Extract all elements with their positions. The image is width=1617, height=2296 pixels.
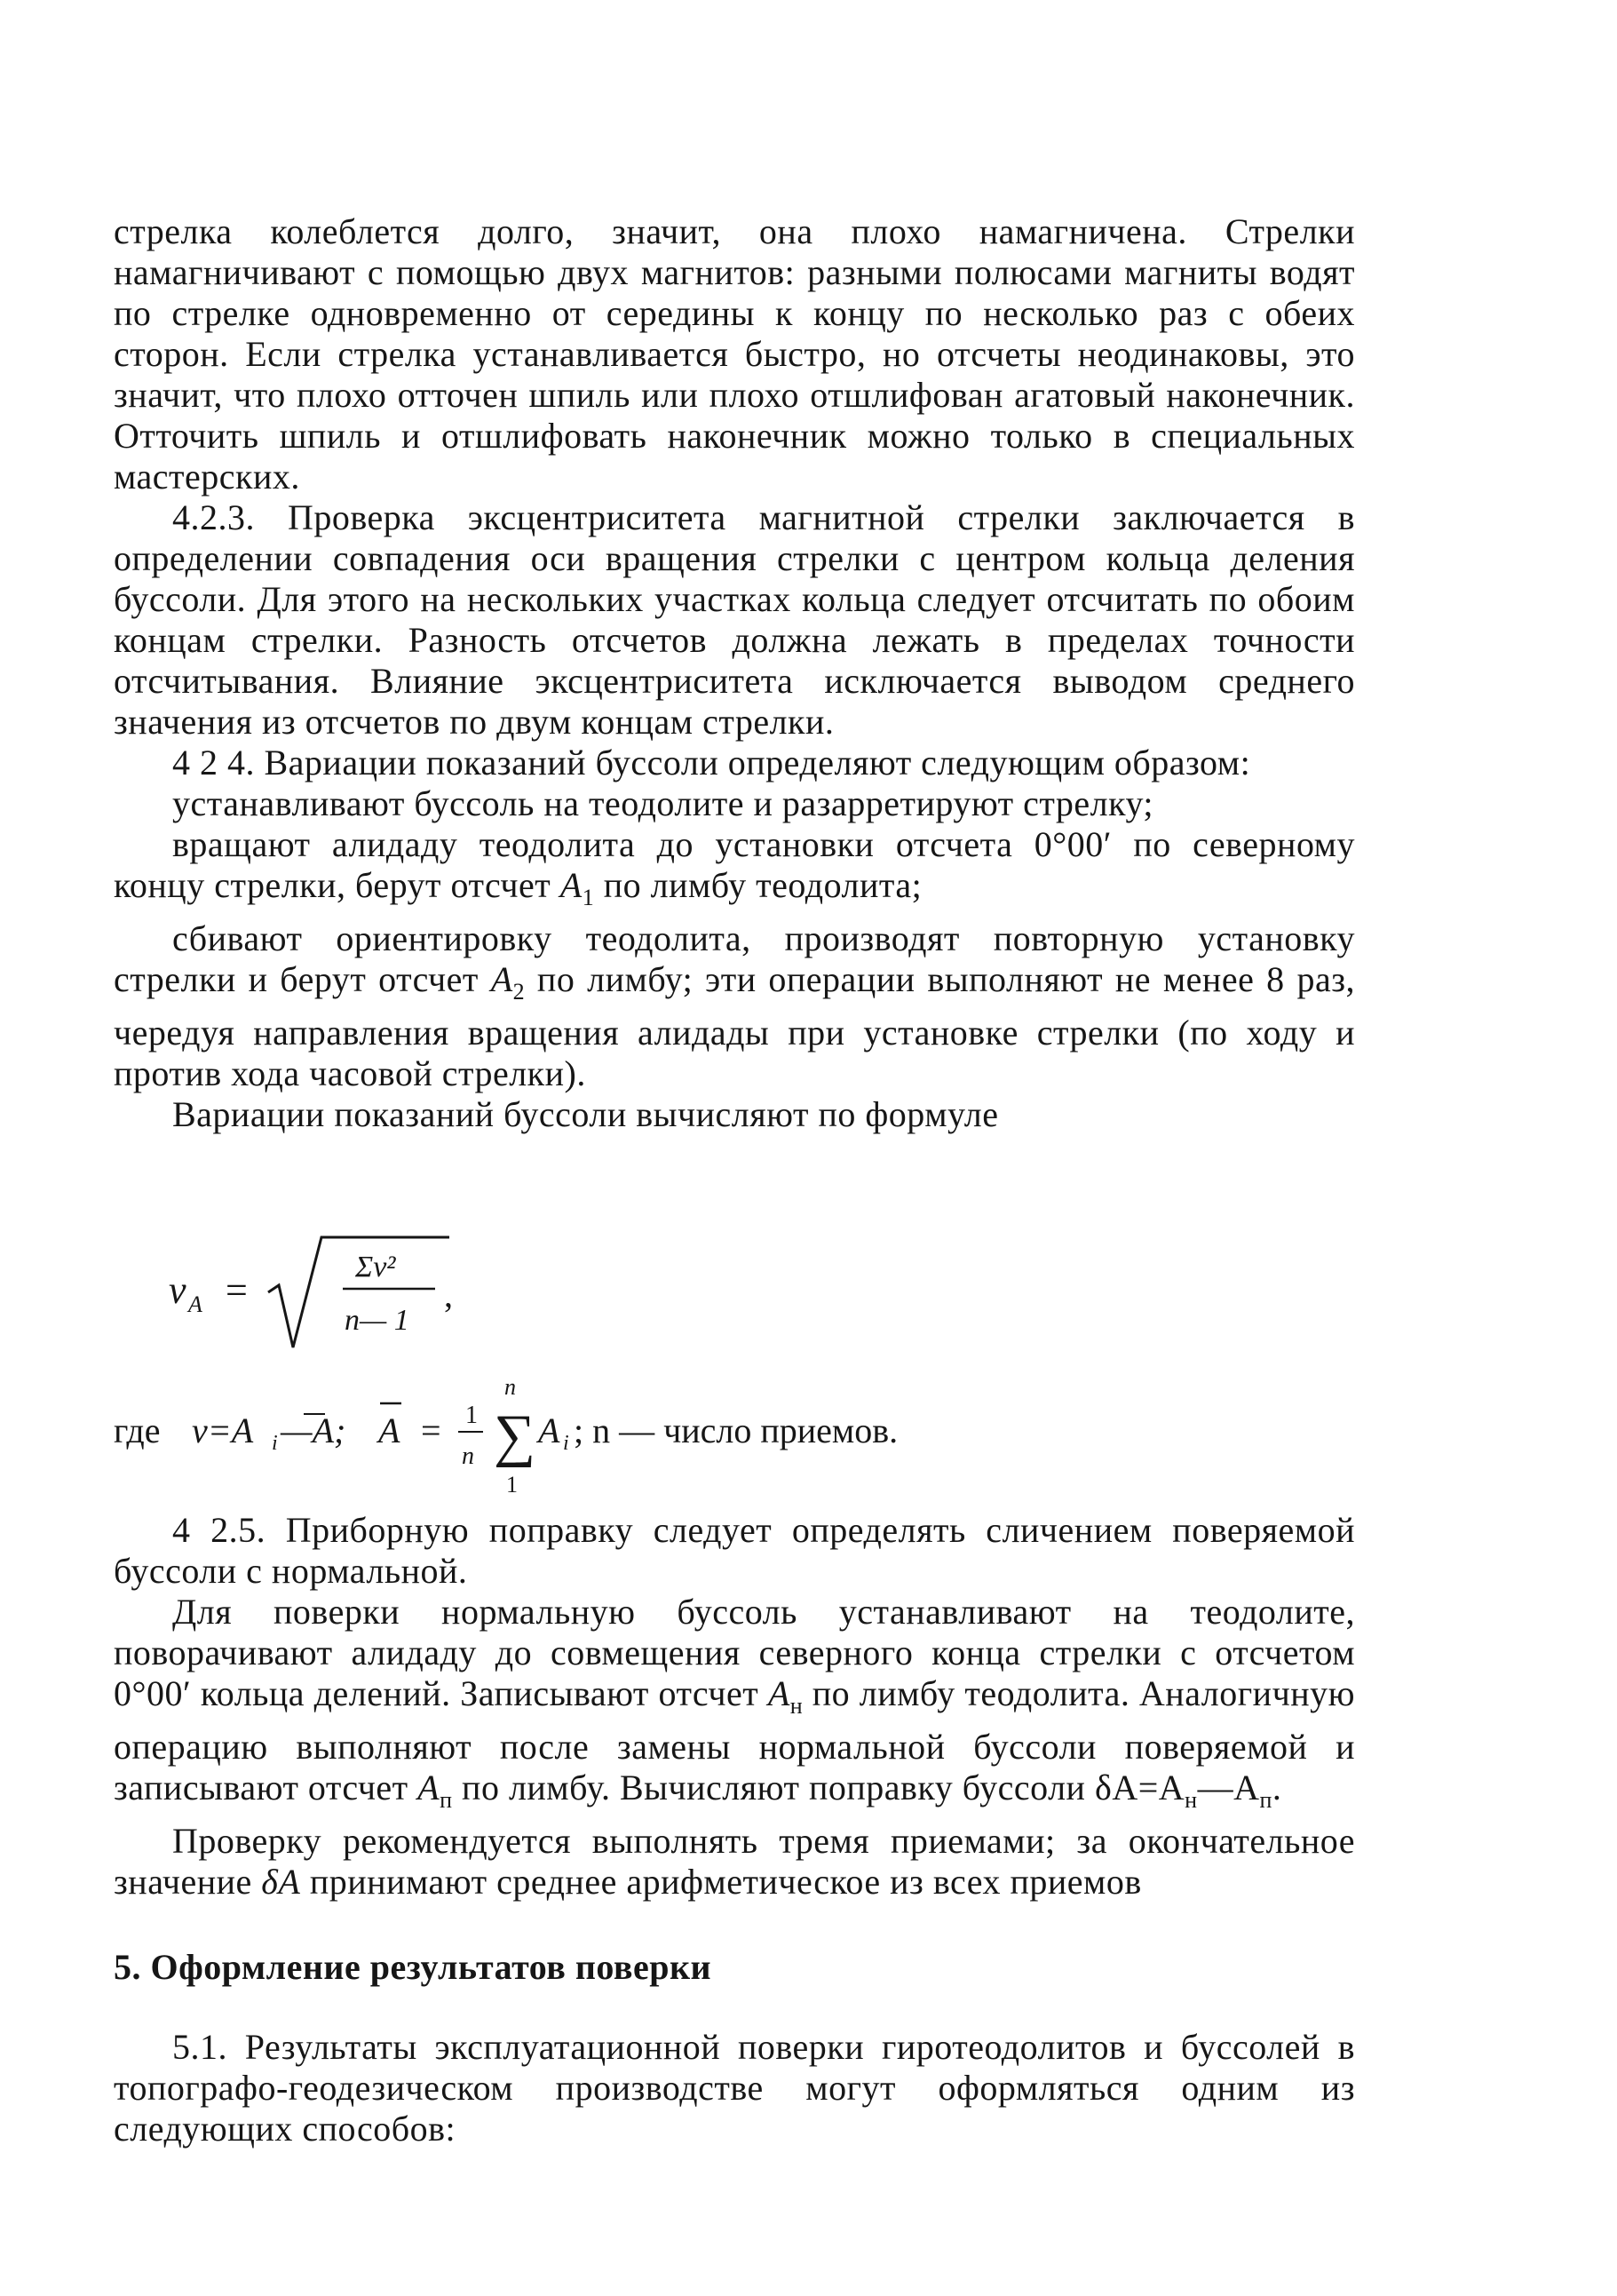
svg-text:1: 1	[506, 1472, 518, 1498]
paragraph-4-2-3: 4.2.3. Проверка эксцентриситета магнитной стрелки заключается в определении совпадения оси вращения стрелки с центром кольца деления буссоли. Для этого на нескольких участках кольца следует отсчитать по обоим концам стрелки. Разность отсчетов должна лежать в пределах точности отсчитывания. Влияние эксцентриситета исключается выводом среднего значения из отсчетов по двум концам стрелки.	[114, 497, 1355, 742]
text-block-bottom	[114, 1510, 1355, 2149]
step-repeat-orientation: сбивают ориентировку теодолита, производят повторную установку стрелки и берут отсчет $A_2$ по лимбу; эти операции выполняют не менее 8 раз, чередуя направления вращения алидады при установке стрелки (по ходу и против хода часовой стрелки).	[114, 918, 1355, 1093]
svg-text:i: i	[272, 1432, 278, 1455]
step-rotate-alidade: вращают алидаду теодолита до установки отсчета 0°00′ по северному концу стрелки, берут отсчет $A_1$ по лимбу теодолита;	[114, 824, 1355, 910]
step-install-compass: устанавливают буссоль на теодолите и разарретируют стрелку;	[172, 783, 1154, 823]
paragraph-4-2-4: 4 2 4. Вариации показаний буссоли определяют следующим образом:	[172, 743, 1251, 783]
svg-text:n— 1: n— 1	[345, 1304, 409, 1337]
svg-text:n: n	[462, 1442, 474, 1470]
formula-intro: Вариации показаний буссоли вычисляют по формуле	[172, 1094, 999, 1134]
svg-text:Σv²: Σv²	[355, 1251, 396, 1283]
paragraph-5-1: 5.1. Результаты эксплуатационной поверки гиротеодолитов и буссолей в топографо-геодезическом производстве могут оформляться одним из следующих способов:	[114, 2027, 1355, 2149]
svg-text:A: A	[538, 1410, 560, 1450]
svg-text:—A;: —A;	[281, 1410, 346, 1450]
svg-text:1: 1	[465, 1402, 478, 1429]
paragraph-4-2-5: 4 2.5. Приборную поправку следует определять сличением поверяемой буссоли с нормальной.	[114, 1510, 1355, 1591]
section-heading: 5. Оформление результатов поверки	[114, 1947, 712, 1987]
svg-text:v=A: v=A	[192, 1410, 254, 1450]
svg-text:где: где	[114, 1410, 161, 1450]
paragraph-three-sets: Проверку рекомендуется выполнять тремя приемами; за окончательное значение δA принимают среднее арифметическое из всех приемов	[114, 1821, 1355, 1902]
svg-text:∑: ∑	[494, 1403, 536, 1468]
svg-text:=: =	[421, 1410, 441, 1450]
paragraph-normal-compass: Для поверки нормальную буссоль устанавливают на теодолите, поворачивают алидаду до совмещения северного конца стрелки с отсчетом 0°00′ кольца делений. Записывают отсчет $A_н$ по лимбу теодолита. Аналогичную операцию выполняют после замены нормальной буссоли поверяемой и записывают отсчет $A_п$ по лимбу. Вычисляют поправку буссоли $\delta A=A_н—A_п$.	[114, 1592, 1355, 1813]
svg-text:v: v	[169, 1268, 186, 1312]
svg-text:n: n	[504, 1374, 516, 1400]
svg-text:i: i	[563, 1432, 569, 1455]
svg-text:; n — число приемов.: ; n — число приемов.	[574, 1410, 899, 1450]
svg-text:A: A	[378, 1410, 400, 1450]
svg-text:,: ,	[444, 1275, 453, 1315]
svg-text:A: A	[188, 1291, 202, 1317]
paragraph-magnetizing: стрелка колеблется долго, значит, она плохо намагничена. Стрелки намагничивают с помощью двух магнитов: разными полюсами магниты водят по стрелке одновременно от середины к концу по несколько раз с обеих сторон. Если стрелка устанавливается быстро, но отсчеты неодинаковы, это значит, что плохо отточен шпиль или плохо отшлифован агатовый наконечник. Отточить шпиль и отшлифовать наконечник можно только в специальных мастерских.	[114, 211, 1355, 497]
text-block-top	[114, 211, 1355, 1135]
svg-text:=: =	[226, 1268, 248, 1312]
definitions-line	[114, 1368, 1179, 1501]
variance-formula	[169, 1230, 488, 1363]
